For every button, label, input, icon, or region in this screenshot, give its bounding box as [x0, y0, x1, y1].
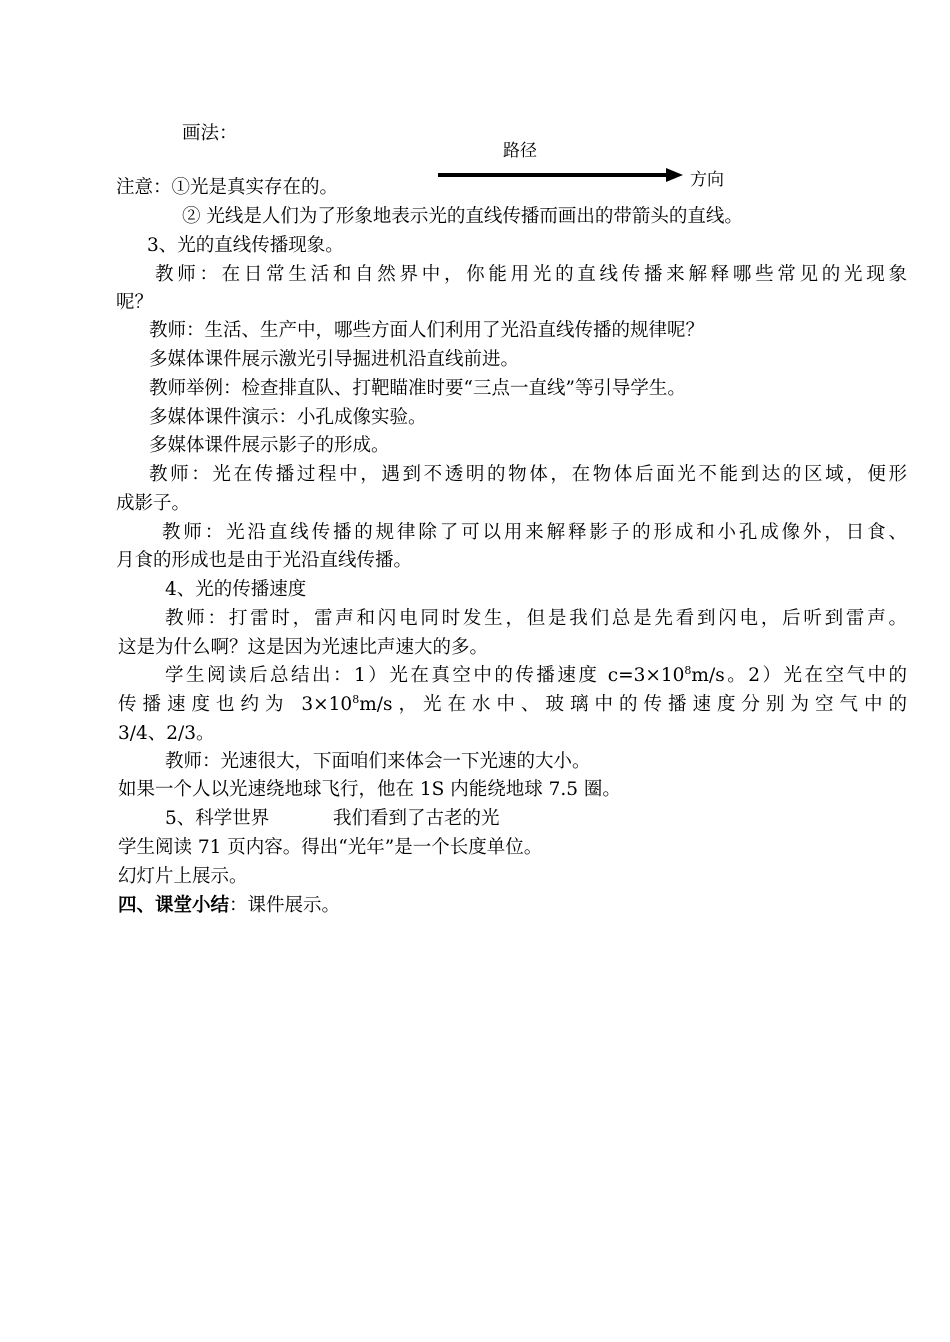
class-summary-heading: 四、课堂小结: [118, 895, 230, 916]
class-summary-content: ：课件展示。: [229, 895, 341, 916]
note-item-1: ①光是真实存在的。: [171, 177, 339, 198]
question-2: 教师：生活、生产中，哪些方面人们利用了光沿直线传播的规律呢？: [149, 320, 705, 341]
direction-label: 方向: [690, 170, 724, 190]
exponent: 8: [352, 692, 360, 706]
drawing-method-label: 画法：: [182, 123, 238, 144]
speed-summary-line-3: 3/4、2/3。: [118, 723, 215, 744]
eclipse-line-1: 教师：光沿直线传播的规律除了可以用来解释影子的形成和小孔成像外，日食、: [162, 522, 907, 543]
eclipse-line-2: 月食的形成也是由于光沿直线传播。: [116, 550, 413, 571]
laser-demo: 多媒体课件展示激光引导掘进机沿直线前进。: [149, 349, 520, 370]
shadow-explanation-line-1: 教师：光在传播过程中，遇到不透明的物体，在物体后面光不能到达的区域，便形: [149, 464, 907, 485]
question-1-line-1: 教师：在日常生活和自然界中，你能用光的直线传播来解释哪些常见的光现象: [155, 264, 907, 285]
summary-text-c: 传播速度也约为 3×10: [118, 694, 353, 715]
note-label: 注意：: [116, 177, 172, 198]
light-ray-arrow: [438, 168, 683, 182]
section-5-heading: 5、科学世界: [165, 808, 270, 829]
slide-display: 幻灯片上展示。: [118, 866, 248, 887]
class-summary: [118, 893, 340, 919]
shadow-explanation-line-2: 成影子。: [116, 493, 191, 514]
section-4-heading: 4、光的传播速度: [165, 579, 307, 600]
speed-summary-line-1: [165, 663, 907, 689]
summary-text-b: m/s。2）光在空气中的: [691, 665, 907, 686]
earth-orbit-fact: 如果一个人以光速绕地球飞行，他在 1S 内能绕地球 7.5 圈。: [118, 779, 621, 800]
summary-text-d: m/s，光在水中、玻璃中的传播速度分别为空气中的: [359, 694, 907, 715]
note-item-2: ② 光线是人们为了形象地表示光的直线传播而画出的带箭头的直线。: [182, 206, 743, 227]
light-year-reading: 学生阅读 71 页内容。得出“光年”是一个长度单位。: [118, 837, 543, 858]
three-points-example: 教师举例：检查排直队、打靶瞄准时要“三点一直线”等引导学生。: [149, 378, 686, 399]
light-speed-intro: 教师：光速很大，下面咱们来体会一下光速的大小。: [165, 751, 591, 772]
pinhole-demo: 多媒体课件演示：小孔成像实验。: [149, 407, 427, 428]
thunder-line-1: 教师：打雷时，雷声和闪电同时发生，但是我们总是先看到闪电，后听到雷声。: [165, 608, 907, 629]
section-5-title: 我们看到了古老的光: [333, 808, 500, 829]
summary-text-a: 学生阅读后总结出：1）光在真空中的传播速度 c=3×10: [165, 665, 685, 686]
exponent: 8: [684, 663, 692, 677]
question-1-line-2: 呢？: [116, 292, 154, 313]
section-3-heading: 3、光的直线传播现象。: [147, 235, 344, 256]
path-label: 路径: [503, 141, 537, 161]
shadow-demo: 多媒体课件展示影子的形成。: [149, 435, 390, 456]
thunder-line-2: 这是为什么啊？这是因为光速比声速大的多。: [118, 637, 489, 658]
speed-summary-line-2: [118, 692, 907, 718]
note-line-1: [116, 175, 338, 201]
